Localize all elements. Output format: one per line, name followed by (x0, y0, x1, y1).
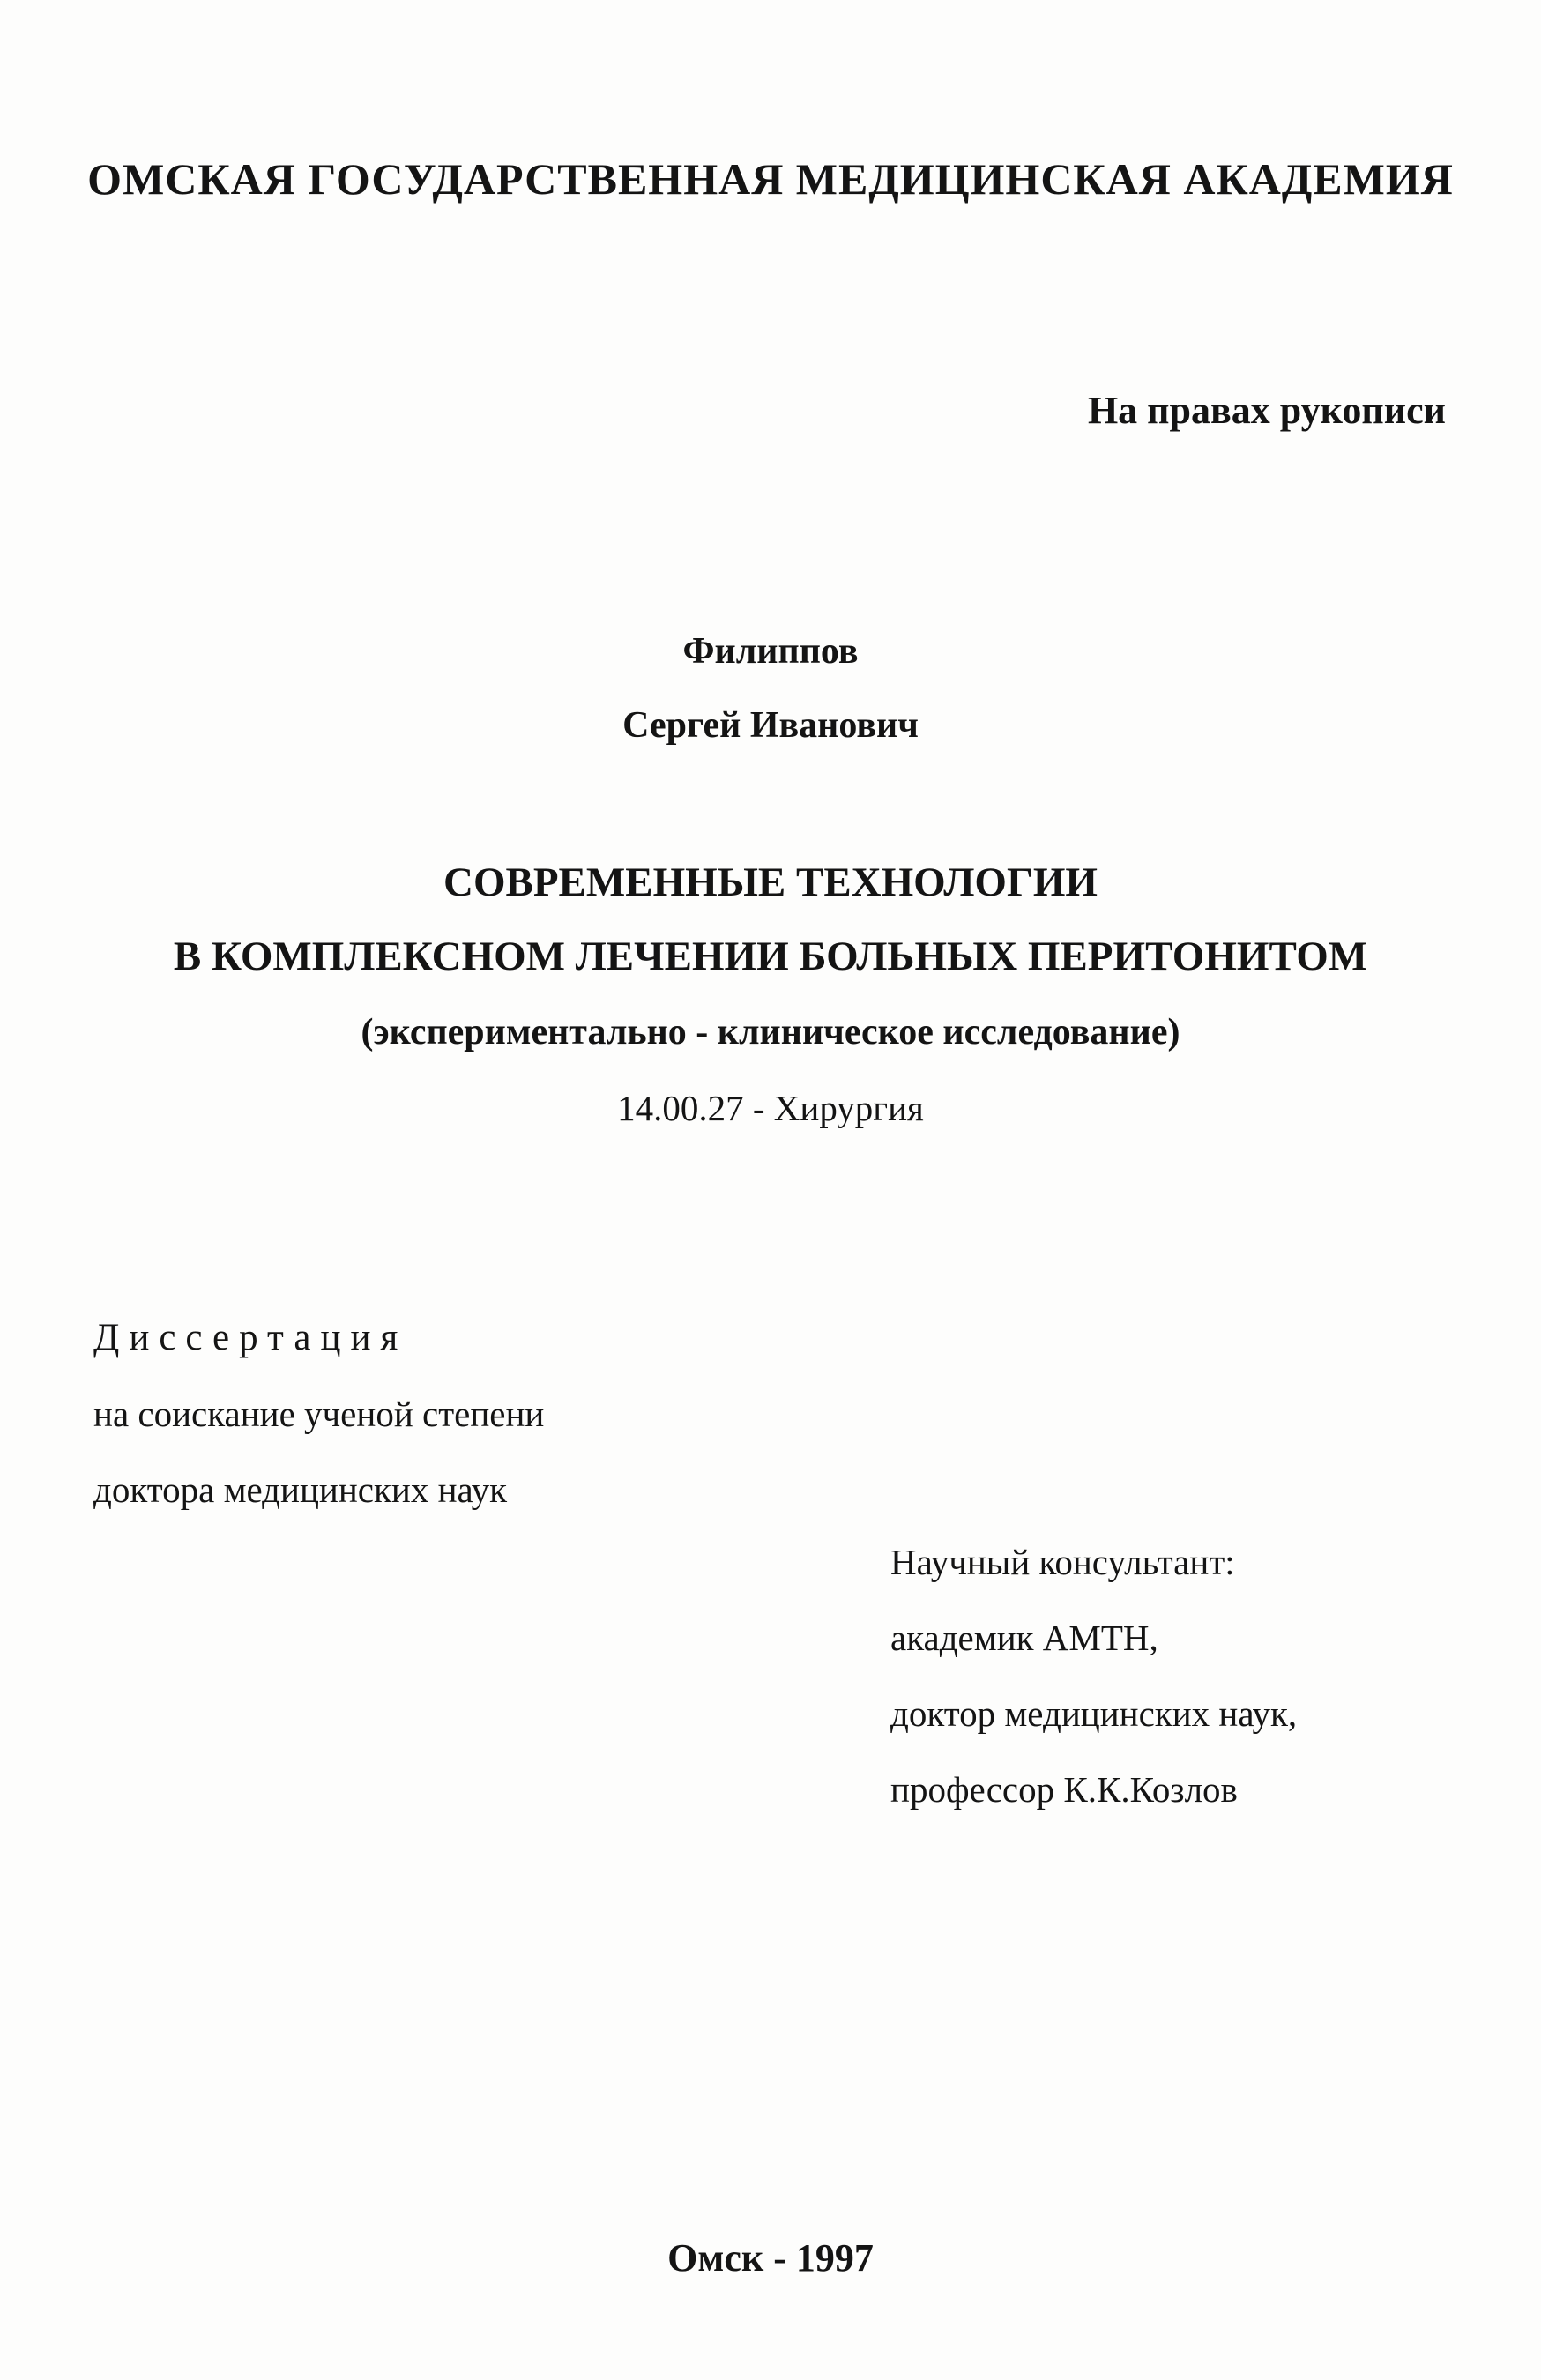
consultant-name: профессор К.К.Козлов (890, 1769, 1238, 1810)
manuscript-rights-note: На правах рукописи (1087, 389, 1446, 432)
author-given-names: Сергей Иванович (622, 705, 919, 746)
specialty-code: 14.00.27 - Хирургия (617, 1088, 924, 1128)
author-surname: Филиппов (682, 631, 859, 672)
city-and-year: Омск - 1997 (667, 2236, 874, 2280)
consultant-heading: Научный консультант: (890, 1542, 1235, 1582)
institution-name: ОМСКАЯ ГОСУДАРСТВЕННАЯ МЕДИЦИНСКАЯ АКАДЕМИЯ (87, 154, 1454, 204)
dissertation-subtitle: (экспериментально - клиническое исследование) (361, 1012, 1180, 1052)
consultant-academic-title: академик АМТН, (890, 1618, 1158, 1658)
dissertation-title-line-1: СОВРЕМЕННЫЕ ТЕХНОЛОГИИ (443, 859, 1098, 905)
dissertation-title-line-2: В КОМПЛЕКСНОМ ЛЕЧЕНИИ БОЛЬНЫХ ПЕРИТОНИТОМ (173, 933, 1368, 979)
degree-purpose-line: на соискание ученой степени (93, 1394, 545, 1434)
consultant-degree: доктор медицинских наук, (890, 1693, 1298, 1734)
dissertation-label: Диссертация (93, 1317, 408, 1358)
degree-name-line: доктора медицинских наук (93, 1469, 508, 1510)
